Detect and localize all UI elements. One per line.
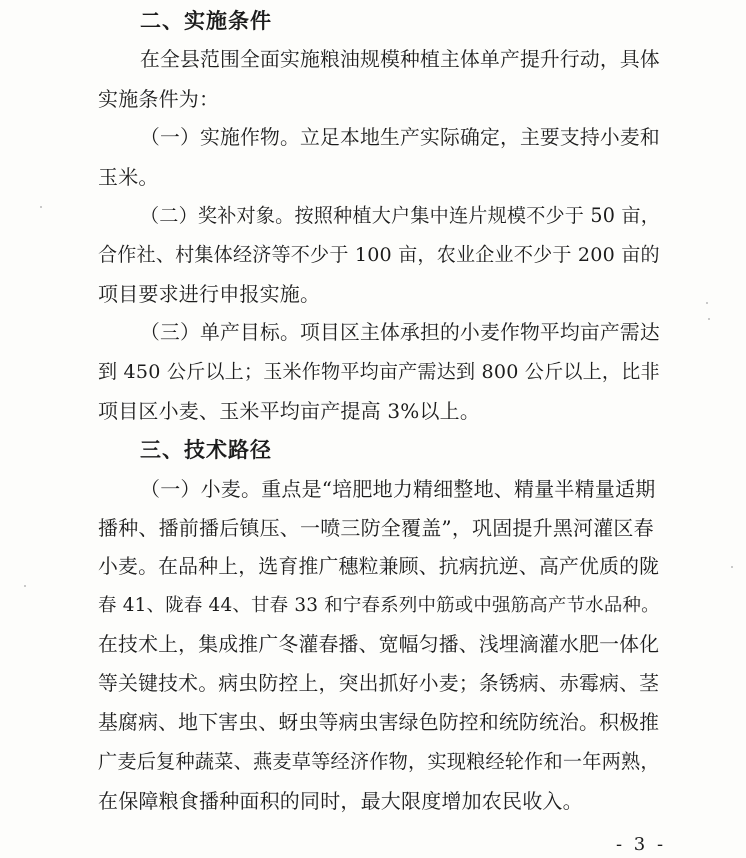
- paragraph-line: 实施条件为：: [98, 87, 220, 111]
- paragraph-line: 基腐病、地下害虫、蚜虫等病虫害绿色防控和统防统治。积极推: [98, 711, 660, 734]
- paragraph-line: 项目要求进行申报实施。: [98, 282, 321, 306]
- paragraph-line: 小麦。在品种上，选育推广穗粒兼顾、抗病抗逆、高产优质的陇: [98, 555, 660, 578]
- paragraph-line: 广麦后复种蔬菜、燕麦草等经济作物，实现粮经轮作和一年两熟，: [98, 750, 660, 773]
- section-heading-conditions: 二、实施条件: [140, 9, 272, 33]
- scan-speck: [40, 206, 42, 208]
- paragraph-line: （一）小麦。重点是“培肥地力精细整地、精量半精量适期: [140, 477, 656, 501]
- paragraph-line: （三）单产目标。项目区主体承担的小麦作物平均亩产需达: [140, 321, 660, 344]
- paragraph-line: 合作社、村集体经济等不少于 100 亩，农业企业不少于 200 亩的: [98, 244, 660, 266]
- scan-speck: [708, 318, 710, 320]
- paragraph-line: 玉米。: [98, 165, 159, 189]
- paragraph-line: 在保障粮食播种面积的同时，最大限度增加农民收入。: [98, 789, 583, 813]
- scan-speck: [24, 585, 26, 587]
- paragraph-line: 在全县范围全面实施粮油规模种植主体单产提升行动，具体: [140, 48, 660, 71]
- scan-speck: [731, 566, 733, 568]
- paragraph-line: 项目区小麦、玉米平均亩产提高 3%以上。: [98, 399, 481, 423]
- paragraph-line: （二）奖补对象。按照种植大户集中连片规模不少于 50 亩，: [140, 204, 661, 227]
- page-number: - 3 -: [616, 834, 667, 855]
- paragraph-line: 等关键技术。病虫防控上，突出抓好小麦；条锈病、赤霉病、茎: [98, 672, 660, 695]
- paragraph-line: 到 450 公斤以上；玉米作物平均亩产需达到 800 公斤以上，比非: [98, 361, 660, 383]
- paragraph-line: 春 41、陇春 44、甘春 33 和宁春系列中筋或中强筋高产节水品种。: [98, 595, 660, 616]
- paragraph-line: （一）实施作物。立足本地生产实际确定，主要支持小麦和: [140, 126, 660, 149]
- paragraph-line: 在技术上，集成推广冬灌春播、宽幅匀播、浅埋滴灌水肥一体化: [98, 633, 660, 656]
- scan-speck: [706, 302, 708, 304]
- paragraph-line: 播种、播前播后镇压、一喷三防全覆盖”，巩固提升黑河灌区春: [98, 516, 654, 540]
- section-heading-tech: 三、技术路径: [140, 438, 272, 462]
